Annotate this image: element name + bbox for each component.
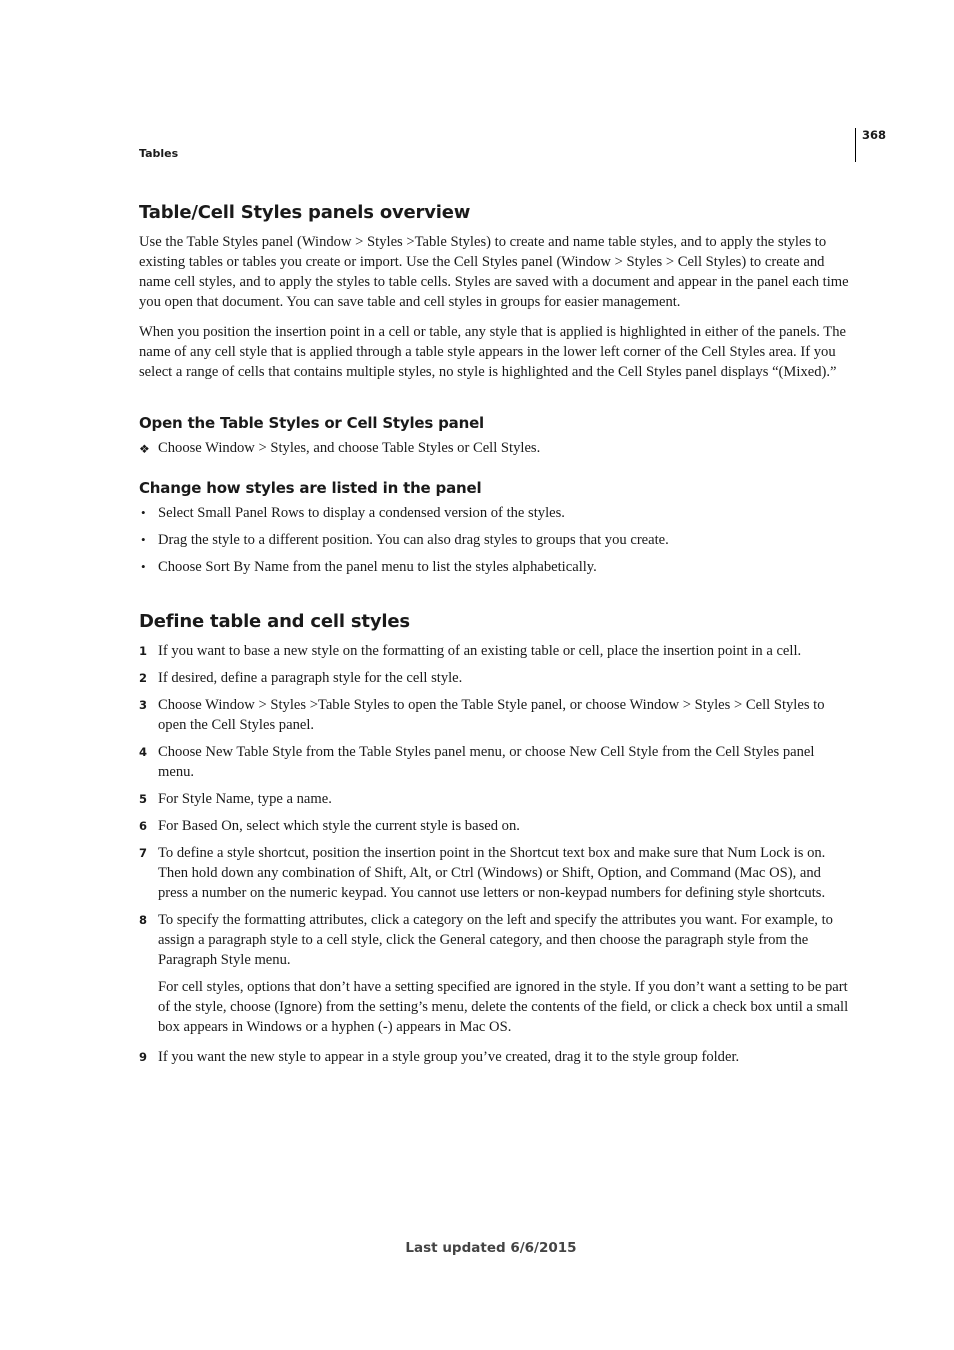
list-item-text: Select Small Panel Rows to display a condensed version of the styles. bbox=[158, 505, 565, 521]
step-number: 5 bbox=[139, 792, 148, 806]
section-title-define-styles: Define table and cell styles bbox=[139, 611, 410, 632]
step-item bbox=[139, 843, 853, 903]
step-item bbox=[139, 668, 853, 688]
overview-paragraph-1: Use the Table Styles panel (Window > Styles >Table Styles) to create and name table styles, and to apply the styles to existing tables or tables you create or import. Use the Cell Styles panel (Window > Styles > Cell Styles) to create and name cell styles, and to apply the styles to table cells. Styles are saved with a document and appear in the panel each time you open that document. You can save table and cell styles in groups for easier management. bbox=[139, 234, 849, 310]
step-number: 7 bbox=[139, 846, 148, 860]
step-item bbox=[139, 742, 853, 782]
step-number: 4 bbox=[139, 745, 148, 759]
step-number: 9 bbox=[139, 1050, 148, 1064]
step-text: Choose Window > Styles >Table Styles to open the Table Style panel, or choose Window > Styles > Cell Styles to open the Cell Styles panel. bbox=[158, 697, 825, 733]
step-note: For cell styles, options that don’t have a setting specified are ignored in the style. If you don’t want a setting to be part of the style, choose (Ignore) from the setting’s menu, delete the contents of the field, or click a check box until a small box appears in Windows or a hyphen (-) appears in Mac OS. bbox=[158, 979, 849, 1035]
step-text: Choose New Table Style from the Table Styles panel menu, or choose New Cell Style from the Cell Styles panel menu. bbox=[158, 744, 815, 780]
step-number: 3 bbox=[139, 698, 148, 712]
diamond-bullet-icon: ❖ bbox=[139, 442, 150, 456]
step-item bbox=[139, 1047, 853, 1067]
step-item bbox=[139, 910, 853, 1037]
list-item bbox=[139, 557, 853, 577]
step-item bbox=[139, 789, 853, 809]
list-item-text: Drag the style to a different position. You can also drag styles to groups that you create. bbox=[158, 532, 669, 548]
overview-paragraph-2: When you position the insertion point in a cell or table, any style that is applied is highlighted in either of the panels. The name of any cell style that is applied through a table style appears in the lower left corner of the Cell Styles area. If you select a range of cells that contains multiple styles, no style is highlighted and the Cell Styles panel displays “(Mixed).” bbox=[139, 324, 846, 380]
bullet-icon: • bbox=[141, 559, 146, 574]
running-head: Tables bbox=[139, 147, 179, 160]
list-item bbox=[139, 530, 853, 550]
step-number: 2 bbox=[139, 671, 148, 685]
page-number: 368 bbox=[862, 128, 887, 142]
list-item-text: Choose Sort By Name from the panel menu to list the styles alphabetically. bbox=[158, 559, 597, 575]
step-text: If desired, define a paragraph style for the cell style. bbox=[158, 670, 463, 686]
bullet-icon: • bbox=[141, 532, 146, 547]
step-number: 1 bbox=[139, 644, 148, 658]
bullet-icon: • bbox=[141, 505, 146, 520]
step-number: 6 bbox=[139, 819, 148, 833]
header-rule bbox=[855, 128, 856, 162]
open-panel-step-text: Choose Window > Styles, and choose Table Styles or Cell Styles. bbox=[158, 440, 541, 456]
section-title-overview: Table/Cell Styles panels overview bbox=[139, 202, 471, 223]
list-item bbox=[139, 503, 853, 523]
step-number: 8 bbox=[139, 913, 148, 927]
open-panel-step bbox=[139, 438, 853, 458]
step-text: For Style Name, type a name. bbox=[158, 791, 332, 807]
step-item bbox=[139, 641, 853, 661]
step-text: If you want to base a new style on the formatting of an existing table or cell, place the insertion point in a cell. bbox=[158, 643, 802, 659]
step-text: To specify the formatting attributes, click a category on the left and specify the attributes you want. For example, to assign a paragraph style to a cell style, click the General category, and then choose the paragraph style from the Paragraph Style menu. bbox=[158, 912, 833, 968]
step-text: For Based On, select which style the current style is based on. bbox=[158, 818, 520, 834]
step-text: To define a style shortcut, position the insertion point in the Shortcut text box and make sure that Num Lock is on. Then hold down any combination of Shift, Alt, or Ctrl (Windows) or Shift, Option, and Command (Mac OS), and press a number on the numeric keypad. You cannot use letters or non-keypad numbers for defining style shortcuts. bbox=[158, 845, 826, 901]
subsection-title-change-listing: Change how styles are listed in the panel bbox=[139, 479, 482, 497]
step-item bbox=[139, 816, 853, 836]
subsection-title-open-panel: Open the Table Styles or Cell Styles panel bbox=[139, 414, 485, 432]
step-text: If you want the new style to appear in a style group you’ve created, drag it to the style group folder. bbox=[158, 1049, 740, 1065]
page-content bbox=[139, 200, 853, 1067]
footer-last-updated: Last updated 6/6/2015 bbox=[405, 1240, 577, 1256]
step-item bbox=[139, 695, 853, 735]
